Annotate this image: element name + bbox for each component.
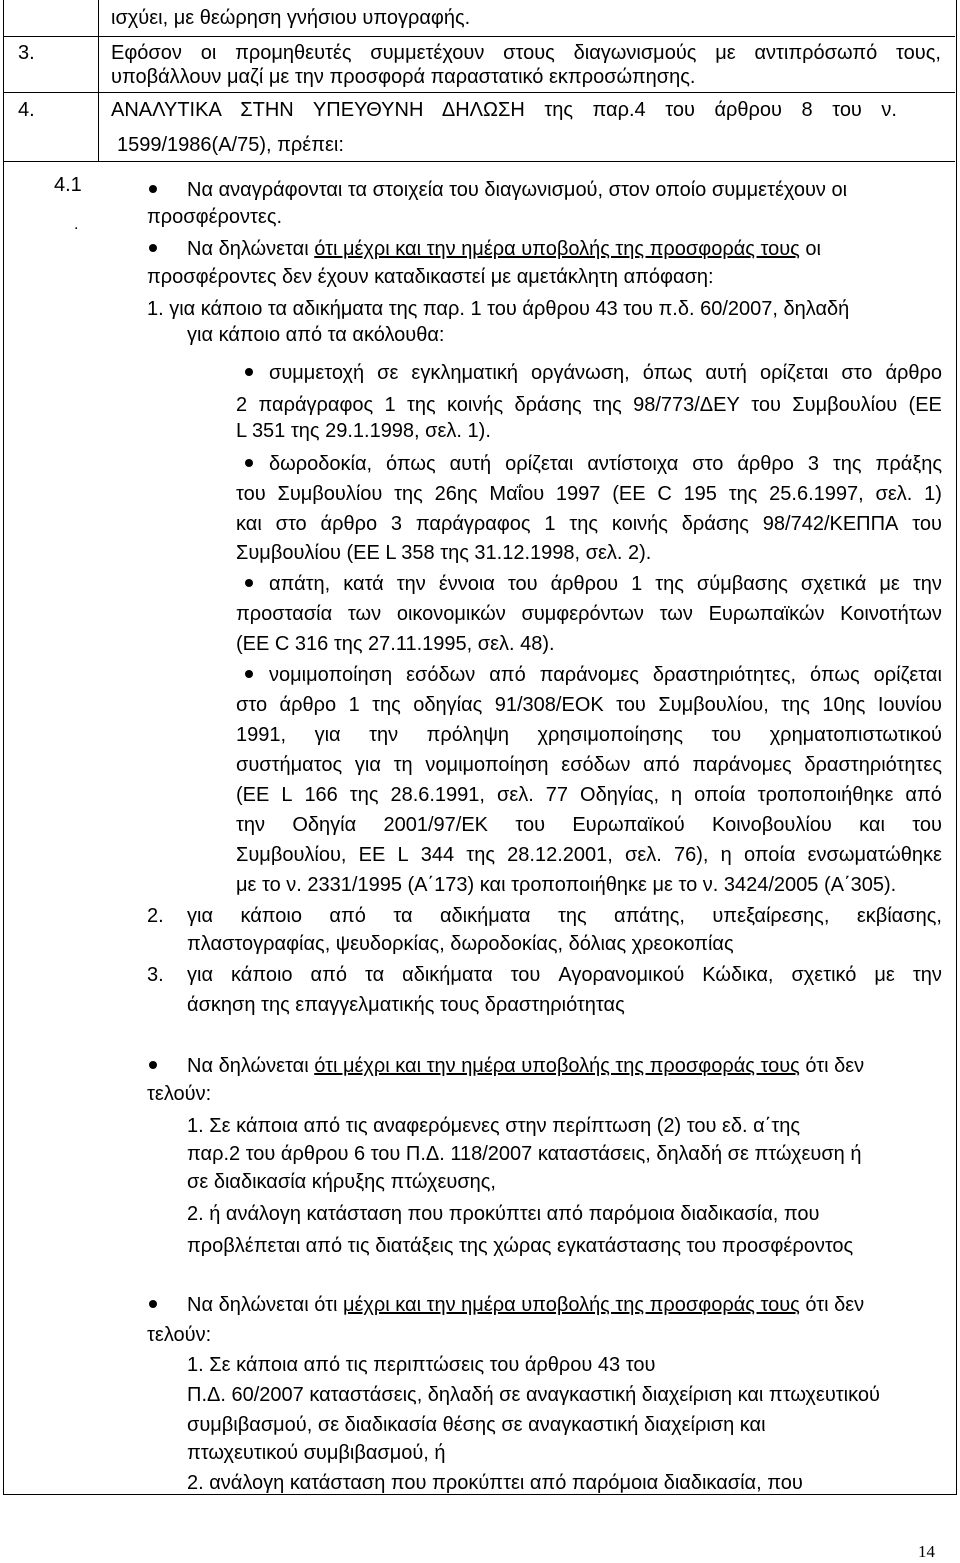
text-line: παρ.2 του άρθρου 6 του Π.Δ. 118/2007 καταστάσεις, δηλαδή σε πτώχευση ή: [187, 1143, 862, 1165]
list-number: 3.: [147, 964, 164, 986]
text-line: συμμετοχή σε εγκληματική οργάνωση, όπως αυτή ορίζεται στο άρθρο: [269, 362, 942, 384]
bullet-icon: [149, 1061, 157, 1069]
bullet-icon: [149, 185, 157, 193]
text-line: ισχύει, με θεώρηση γνήσιου υπογραφής.: [111, 7, 471, 29]
row-number: 4.: [18, 99, 35, 121]
section-number: 4.1: [54, 174, 82, 196]
bullet-icon: [245, 459, 253, 467]
text-line: προβλέπεται από τις διατάξεις της χώρας εγκατάστασης του προσφέροντος: [187, 1235, 854, 1257]
text-line: Συμβουλίου, ΕΕ L 344 της 28.12.2001, σελ. 76), η οποία ενσωματώθηκε: [236, 844, 942, 866]
text-line: για κάποιο από τα ακόλουθα:: [187, 324, 445, 346]
text-line: 1. Σε κάποια από τις περιπτώσεις του άρθρου 43 του: [187, 1354, 656, 1376]
bullet-icon: [245, 579, 253, 587]
column-divider: [98, 0, 99, 161]
text-line: απάτη, κατά την έννοια του άρθρου 1 της σύμβασης σχετικά με την: [269, 573, 942, 595]
text-line: πτωχευτικού συμβιβασμού, ή: [187, 1442, 446, 1464]
text-line: με το ν. 2331/1995 (Α΄173) και τροποποιήθηκε με το ν. 3424/2005 (Α΄305).: [236, 874, 897, 896]
text-line: 1991, για την πρόληψη χρησιμοποίησης του χρηματοπιστωτικού: [236, 724, 942, 746]
text-line: του Συμβουλίου της 26ης Μαΐου 1997 (ΕΕ C 195 της 25.6.1997, σελ. 1): [236, 483, 942, 505]
text-line: Να δηλώνεται ότι μέχρι και την ημέρα υποβολής της προσφοράς τους ότι δεν: [187, 1294, 865, 1316]
section-number-dot: .: [74, 216, 79, 233]
text-line: προστασία των οικονομικών συμφερόντων των Ευρωπαϊκών Κοινοτήτων: [236, 603, 942, 625]
text-line: Να δηλώνεται ότι μέχρι και την ημέρα υποβολής της προσφοράς τους ότι δεν: [187, 1055, 865, 1077]
text-line: (ΕΕ C 316 της 27.11.1995, σελ. 48).: [236, 633, 555, 655]
text-line: την Οδηγία 2001/97/ΕΚ του Ευρωπαϊκού Κοινοβουλίου και του: [236, 814, 942, 836]
text-line: πλαστογραφίας, ψευδορκίας, δωροδοκίας, δόλιας χρεοκοπίας: [187, 933, 734, 955]
text-line: άσκηση της επαγγελματικής τους δραστηριότητας: [187, 994, 625, 1016]
text-line: Να δηλώνεται ότι μέχρι και την ημέρα υποβολής της προσφοράς τους οι: [187, 238, 821, 260]
text-line: τελούν:: [147, 1324, 212, 1346]
text-line: προσφέροντες δεν έχουν καταδικαστεί με αμετάκλητη απόφαση:: [147, 266, 714, 288]
text-line: συμβιβασμού, σε διαδικασία θέσης σε αναγκαστική διαχείριση και: [187, 1414, 766, 1436]
text-line: συστήματος για τη νομιμοποίηση εσόδων από παράνομες δραστηριότητες: [236, 754, 942, 776]
text-line: υποβάλλουν μαζί με την προσφορά παραστατικό εκπροσώπησης.: [111, 66, 696, 88]
text-line: σε διαδικασία κήρυξης πτώχευσης,: [187, 1171, 496, 1193]
bullet-icon: [149, 1300, 157, 1308]
text-line: τελούν:: [147, 1083, 212, 1105]
text-line: 1. Σε κάποια από τις αναφερόμενες στην περίπτωση (2) του εδ. α΄της: [187, 1115, 801, 1137]
bullet-icon: [245, 670, 253, 678]
text-line: Εφόσον οι προμηθευτές συμμετέχουν στους διαγωνισμούς με αντιπρόσωπό τους,: [111, 42, 941, 64]
bullet-icon: [245, 368, 253, 376]
text-line: Συμβουλίου (ΕΕ L 358 της 31.12.1998, σελ. 2).: [236, 542, 652, 564]
text-line: 1599/1986(Α/75), πρέπει:: [117, 134, 344, 156]
text-line: στο άρθρο 1 της οδηγίας 91/308/ΕΟΚ του Συμβουλίου, της 10ης Ιουνίου: [236, 694, 942, 716]
text-line: ΑΝΑΛΥΤΙΚΑ ΣΤΗΝ ΥΠΕΥΘΥΝΗ ΔΗΛΩΣΗ της παρ.4 του άρθρου 8 του ν.: [111, 99, 897, 121]
text-line: προσφέροντες.: [147, 206, 283, 228]
bullet-icon: [149, 244, 157, 252]
row-divider: [4, 92, 955, 93]
text-line: 2. ή ανάλογη κατάσταση που προκύπτει από παρόμοια διαδικασία, που: [187, 1203, 820, 1225]
text-line: L 351 της 29.1.1998, σελ. 1).: [236, 420, 491, 442]
text-line: Π.Δ. 60/2007 καταστάσεις, δηλαδή σε αναγκαστική διαχείριση και πτωχευτικού: [187, 1384, 880, 1406]
row-divider: [4, 36, 955, 37]
text-line: Να αναγράφονται τα στοιχεία του διαγωνισμού, στον οποίο συμμετέχουν οι: [187, 179, 848, 201]
text-line: για κάποιο από τα αδικήματα της απάτης, υπεξαίρεσης, εκβίασης,: [187, 905, 942, 927]
text-line: 2. ανάλογη κατάσταση που προκύπτει από παρόμοια διαδικασία, που: [187, 1472, 803, 1494]
list-number: 2.: [147, 905, 164, 927]
page-number: 14: [918, 1542, 935, 1561]
text-line: δωροδοκία, όπως αυτή ορίζεται αντίστοιχα στο άρθρο 3 της πράξης: [269, 453, 942, 475]
text-line: (ΕΕ L 166 της 28.6.1991, σελ. 77 Οδηγίας, η οποία τροποποιήθηκε από: [236, 784, 942, 806]
row-divider: [4, 161, 955, 162]
text-line: και στο άρθρο 3 παράγραφος 1 της κοινής δράσης 98/742/ΚΕΠΠΑ του: [236, 513, 942, 535]
text-line: νομιμοποίηση εσόδων από παράνομες δραστηριότητες, όπως ορίζεται: [269, 664, 942, 686]
text-line: για κάποιο από τα αδικήματα του Αγορανομικού Κώδικα, σχετικό με την: [187, 964, 942, 986]
text-line: 2 παράγραφος 1 της κοινής δράσης της 98/773/ΔΕΥ του Συμβουλίου (ΕΕ: [236, 394, 942, 416]
text-line: 1. για κάποιο τα αδικήματα της παρ. 1 του άρθρου 43 του π.δ. 60/2007, δηλαδή: [147, 298, 850, 320]
row-number: 3.: [18, 42, 35, 64]
